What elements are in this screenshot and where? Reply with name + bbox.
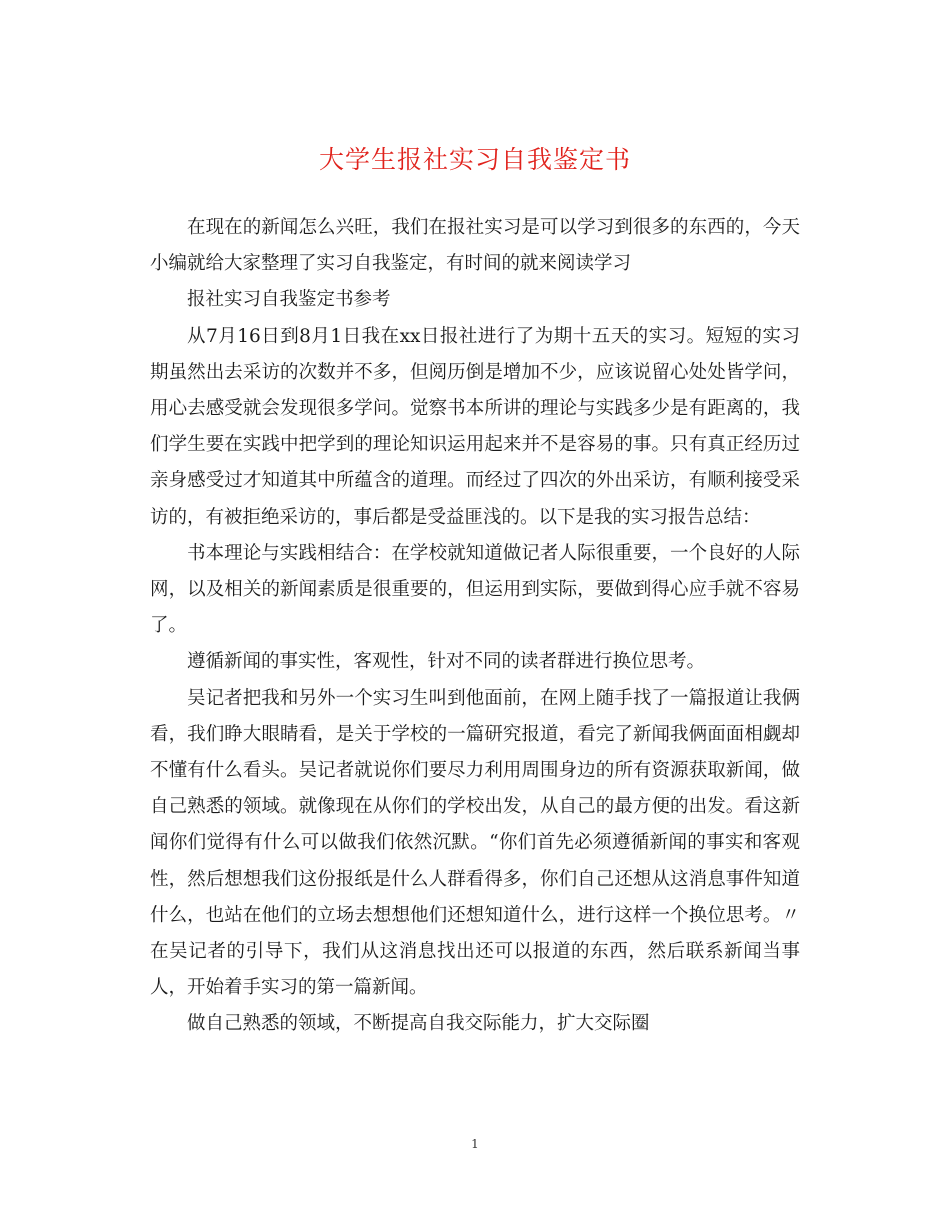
paragraph-familiar-field: 做自己熟悉的领域，不断提高自我交际能力，扩大交际圈	[187, 1013, 650, 1035]
paragraph-internship-summary: 从7月16日到8月1日我在xx日报社进行了为期十五天的实习。短短的实习期虽然出去采访的次数并不多，但阅历倒是增加不少，应该说留心处处皆学问，用心去感受就会发现很多学问。觉察书本所讲的理论与实践多少是有距离的，我们学生要在实践中把学到的理论知识运用起来并不是容易的事。只有真正经历过亲身感受过才知道其中所蕴含的道理。而经过了四次的外出采访，有顺利接受采访的，有被拒绝采访的，事后都是受益匪浅的。以下是我的实习报告总结：	[150, 325, 800, 528]
page-number: 1	[471, 1137, 479, 1151]
paragraph-reporter-guidance: 吴记者把我和另外一个实习生叫到他面前，在网上随手找了一篇报道让我俩看，我们睁大眼睛看，是关于学校的一篇研究报道，看完了新闻我俩面面相觑却不懂有什么看头。吴记者就说你们要尽力利用周围身边的所有资源获取新闻，做自己熟悉的领域。就像现在从你们的学校出发，从自己的最方便的出发。看这新闻你们觉得有什么可以做我们依然沉默。“你们首先必须遵循新闻的事实和客观性，然后想想我们这份报纸是什么人群看得多，你们自己还想从这消息事件知道什么，也站在他们的立场去想想他们还想知道什么，进行这样一个换位思考。〃在吴记者的引导下，我们从这消息找出还可以报道的东西，然后联系新闻当事人，开始着手实习的第一篇新闻。	[150, 687, 800, 999]
document-title: 大学生报社实习自我鉴定书	[318, 145, 631, 174]
paragraph-theory-practice: 书本理论与实践相结合：在学校就知道做记者人际很重要，一个良好的人际网，以及相关的新闻素质是很重要的，但运用到实际，要做到得心应手就不容易了。	[150, 542, 800, 637]
paragraph-objectivity: 遵循新闻的事实性，客观性，针对不同的读者群进行换位思考。	[187, 651, 706, 673]
paragraph-subheading: 报社实习自我鉴定书参考	[187, 289, 391, 311]
document-body	[150, 210, 800, 1043]
paragraph-intro: 在现在的新闻怎么兴旺，我们在报社实习是可以学习到很多的东西的，今天小编就给大家整理了实习自我鉴定，有时间的就来阅读学习	[150, 217, 800, 275]
